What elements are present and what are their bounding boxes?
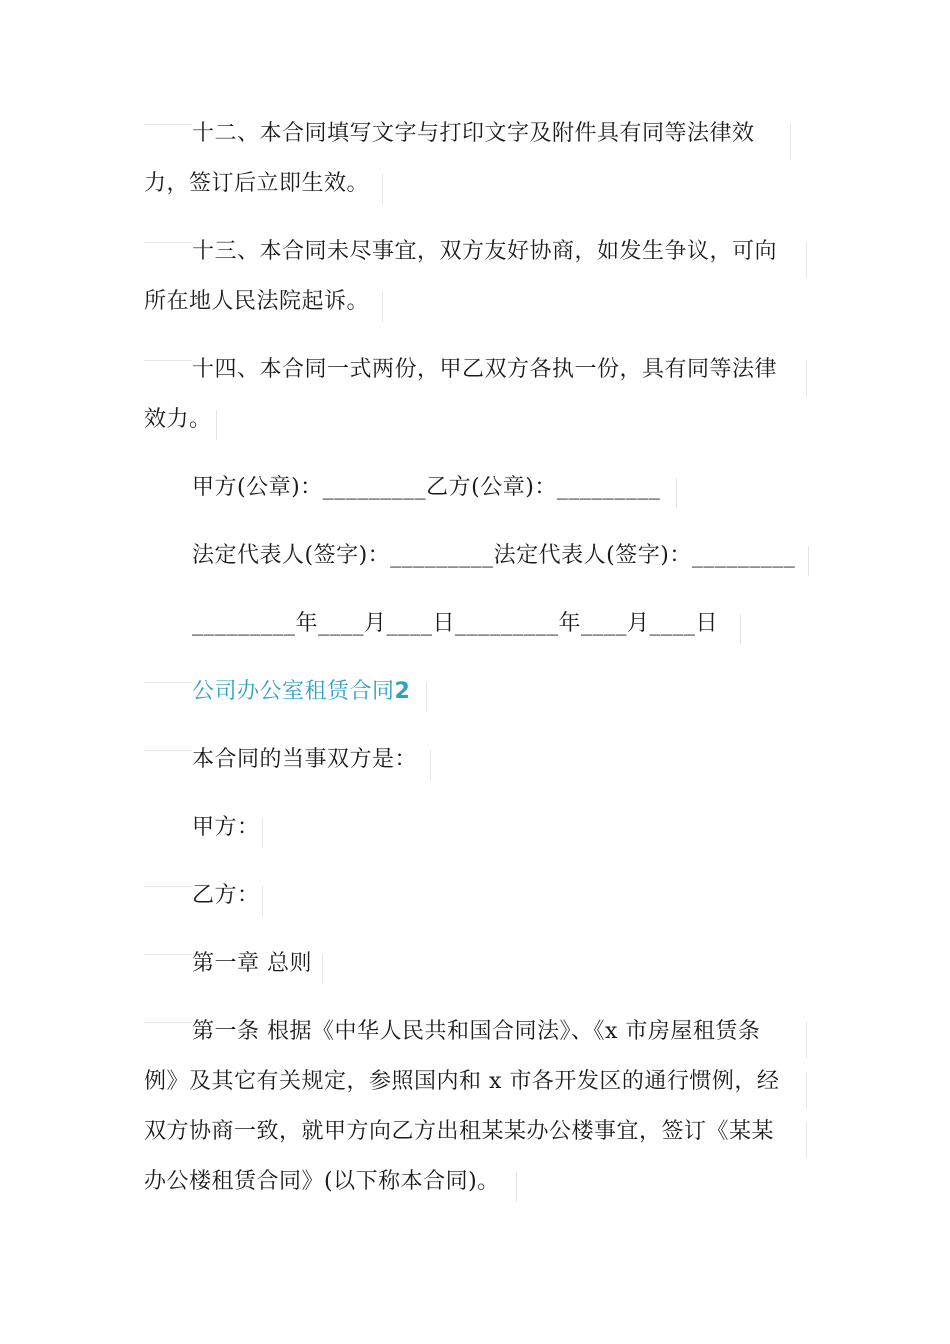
guide-mark [740,614,741,644]
guide-mark [144,1022,192,1023]
guide-mark [806,360,807,396]
guide-mark [144,750,192,751]
guide-mark [676,478,677,508]
guide-mark [806,1122,807,1158]
guide-mark [426,682,427,712]
article-1-line-1: 第一条 根据《中华人民共和国合同法》、《x 市房屋租赁条 [192,1019,761,1044]
section-2-title [192,676,808,708]
guide-mark [144,242,192,243]
clause-14-line-2: 效力。 [144,407,212,432]
guide-mark [806,1022,807,1058]
representative-signature-line: 法定代表人(签字)：_________法定代表人(签字)：_________ [192,543,796,568]
article-1-line-4: 办公楼租赁合同》(以下称本合同)。 [144,1169,500,1194]
guide-mark [144,886,192,887]
guide-mark [262,818,263,848]
guide-mark [808,546,809,576]
guide-mark [144,124,192,125]
clause-13-line-2: 所在地人民法院起诉。 [144,289,370,314]
section-2-title-text: 公司办公室租赁合同 [192,679,395,704]
date-line: _________年____月____日_________年____月____日 [192,611,719,636]
guide-mark [382,292,383,322]
party-a-label: 甲方： [192,815,260,840]
chapter-1-title: 第一章 总则 [192,951,312,976]
clause-12-line-2: 力，签订后立即生效。 [144,171,370,196]
guide-mark [806,242,807,278]
guide-mark [144,360,192,361]
guide-mark [790,124,791,160]
party-b-label: 乙方： [192,883,260,908]
guide-mark [144,682,192,683]
parties-intro: 本合同的当事双方是： [192,747,418,772]
guide-mark [144,954,192,955]
guide-mark [262,886,263,916]
article-1-line-3: 双方协商一致，就甲方向乙方出租某某办公楼事宜，签订《某某 [144,1119,775,1144]
guide-mark [516,1172,517,1202]
guide-mark [430,750,431,780]
clause-13-line-1: 十三、本合同未尽事宜，双方友好协商，如发生争议，可向 [192,239,778,264]
seal-line: 甲方(公章)：_________乙方(公章)：_________ [192,475,661,500]
guide-mark [216,410,217,440]
article-1-line-2: 例》及其它有关规定，参照国内和 x 市各开发区的通行惯例，经 [144,1069,780,1094]
guide-mark [382,174,383,204]
clause-12-line-1: 十二、本合同填写文字与打印文字及附件具有同等法律效 [192,121,755,146]
guide-mark [322,954,323,984]
section-2-number: 2 [394,679,411,704]
clause-14-line-1: 十四、本合同一式两份，甲乙双方各执一份，具有同等法律 [192,357,778,382]
guide-mark [806,1072,807,1108]
